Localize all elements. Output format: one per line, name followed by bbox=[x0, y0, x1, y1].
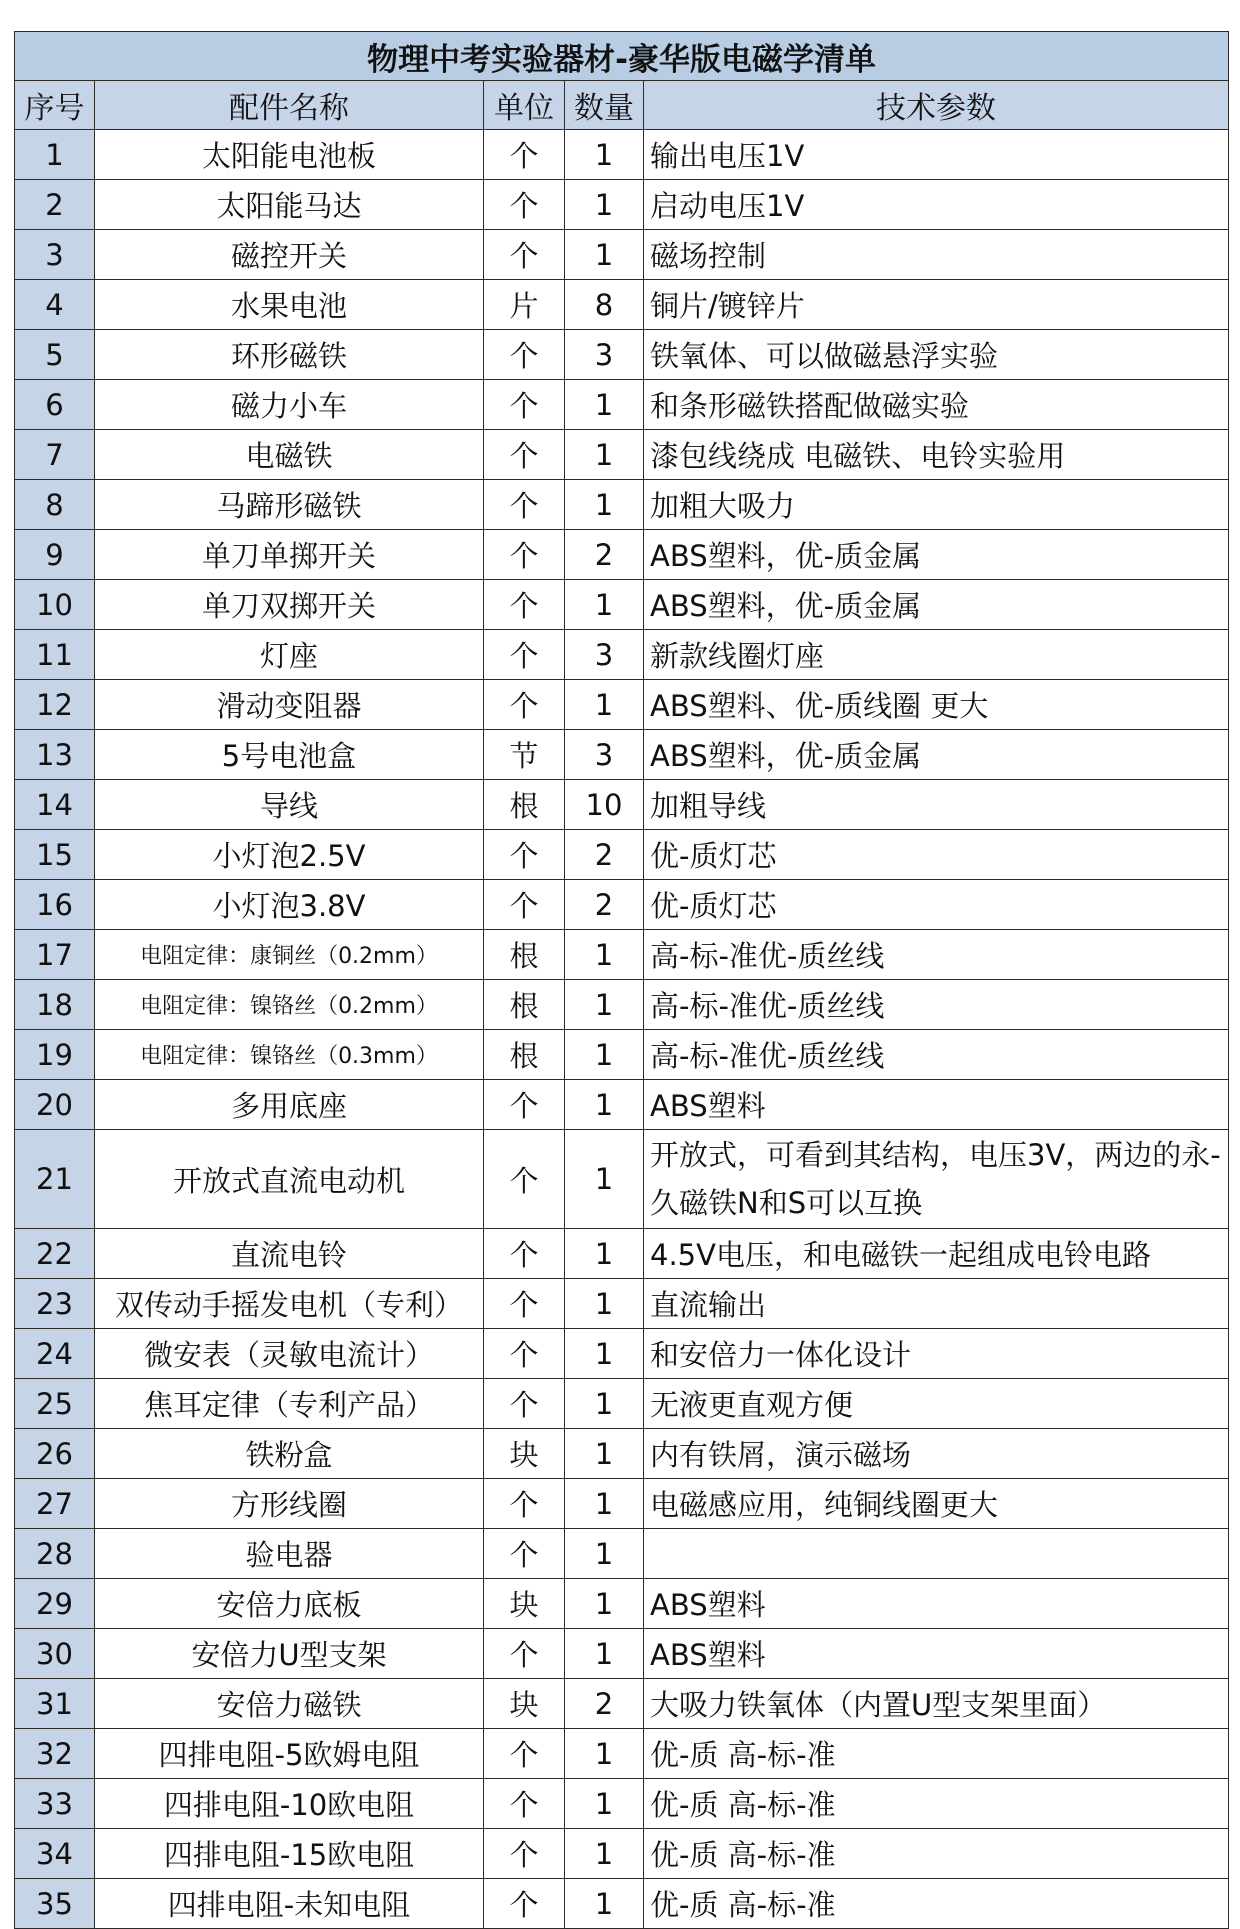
table-row bbox=[15, 1879, 1229, 1929]
item-quantity: 2 bbox=[565, 830, 644, 880]
table-row bbox=[15, 580, 1229, 630]
item-spec: 铁氧体、可以做磁悬浮实验 bbox=[644, 330, 1229, 380]
item-spec: 优-质 高-标-准 bbox=[644, 1879, 1229, 1929]
table-row bbox=[15, 1529, 1229, 1579]
table-row bbox=[15, 130, 1229, 180]
row-number: 2 bbox=[15, 180, 95, 230]
row-number: 31 bbox=[15, 1679, 95, 1729]
item-unit: 个 bbox=[484, 1879, 565, 1929]
row-number: 19 bbox=[15, 1030, 95, 1080]
table-row bbox=[15, 780, 1229, 830]
item-unit: 个 bbox=[484, 430, 565, 480]
item-spec: 优-质灯芯 bbox=[644, 830, 1229, 880]
item-spec bbox=[644, 1529, 1229, 1579]
row-number: 14 bbox=[15, 780, 95, 830]
row-number: 21 bbox=[15, 1130, 95, 1229]
item-quantity: 1 bbox=[565, 1579, 644, 1629]
row-number: 32 bbox=[15, 1729, 95, 1779]
item-name: 灯座 bbox=[95, 630, 484, 680]
item-quantity: 1 bbox=[565, 1130, 644, 1229]
row-number: 34 bbox=[15, 1829, 95, 1879]
item-spec: 和条形磁铁搭配做磁实验 bbox=[644, 380, 1229, 430]
item-quantity: 10 bbox=[565, 780, 644, 830]
item-spec: 无液更直观方便 bbox=[644, 1379, 1229, 1429]
row-number: 15 bbox=[15, 830, 95, 880]
item-unit: 个 bbox=[484, 1229, 565, 1279]
item-name: 单刀单掷开关 bbox=[95, 530, 484, 580]
table-row bbox=[15, 480, 1229, 530]
item-unit: 个 bbox=[484, 1479, 565, 1529]
item-name: 四排电阻-未知电阻 bbox=[95, 1879, 484, 1929]
item-name: 四排电阻-15欧电阻 bbox=[95, 1829, 484, 1879]
item-quantity: 1 bbox=[565, 130, 644, 180]
item-quantity: 1 bbox=[565, 930, 644, 980]
item-unit: 个 bbox=[484, 1329, 565, 1379]
item-quantity: 3 bbox=[565, 330, 644, 380]
item-unit: 个 bbox=[484, 1379, 565, 1429]
item-spec: 开放式，可看到其结构，电压3V，两边的永-久磁铁N和S可以互换 bbox=[644, 1130, 1229, 1229]
item-quantity: 1 bbox=[565, 1829, 644, 1879]
item-name: 铁粉盒 bbox=[95, 1429, 484, 1479]
item-spec: 输出电压1V bbox=[644, 130, 1229, 180]
row-number: 8 bbox=[15, 480, 95, 530]
item-spec: 新款线圈灯座 bbox=[644, 630, 1229, 680]
item-name: 磁力小车 bbox=[95, 380, 484, 430]
item-quantity: 2 bbox=[565, 1679, 644, 1729]
item-unit: 根 bbox=[484, 930, 565, 980]
item-unit: 个 bbox=[484, 380, 565, 430]
item-spec: ABS塑料 bbox=[644, 1629, 1229, 1679]
item-unit: 个 bbox=[484, 1130, 565, 1229]
row-number: 24 bbox=[15, 1329, 95, 1379]
row-number: 30 bbox=[15, 1629, 95, 1679]
item-quantity: 1 bbox=[565, 1279, 644, 1329]
item-name: 方形线圈 bbox=[95, 1479, 484, 1529]
row-number: 33 bbox=[15, 1779, 95, 1829]
item-spec: 加粗大吸力 bbox=[644, 480, 1229, 530]
item-unit: 个 bbox=[484, 480, 565, 530]
item-name: 安倍力底板 bbox=[95, 1579, 484, 1629]
item-name: 开放式直流电动机 bbox=[95, 1130, 484, 1229]
item-quantity: 1 bbox=[565, 180, 644, 230]
item-quantity: 2 bbox=[565, 880, 644, 930]
item-spec: 优-质灯芯 bbox=[644, 880, 1229, 930]
row-number: 6 bbox=[15, 380, 95, 430]
header-qty: 数量 bbox=[565, 81, 644, 130]
header-row bbox=[15, 81, 1229, 130]
item-spec: 加粗导线 bbox=[644, 780, 1229, 830]
item-quantity: 8 bbox=[565, 280, 644, 330]
table-row bbox=[15, 1329, 1229, 1379]
row-number: 7 bbox=[15, 430, 95, 480]
item-name: 环形磁铁 bbox=[95, 330, 484, 380]
item-unit: 根 bbox=[484, 980, 565, 1030]
item-name: 小灯泡3.8V bbox=[95, 880, 484, 930]
table-row bbox=[15, 1629, 1229, 1679]
item-spec: 内有铁屑，演示磁场 bbox=[644, 1429, 1229, 1479]
item-unit: 个 bbox=[484, 880, 565, 930]
row-number: 16 bbox=[15, 880, 95, 930]
item-spec: 直流输出 bbox=[644, 1279, 1229, 1329]
row-number: 27 bbox=[15, 1479, 95, 1529]
row-number: 13 bbox=[15, 730, 95, 780]
table-row bbox=[15, 280, 1229, 330]
item-name: 5号电池盒 bbox=[95, 730, 484, 780]
item-quantity: 1 bbox=[565, 1080, 644, 1130]
item-quantity: 1 bbox=[565, 1479, 644, 1529]
item-name: 小灯泡2.5V bbox=[95, 830, 484, 880]
header-name: 配件名称 bbox=[95, 81, 484, 130]
table-row bbox=[15, 230, 1229, 280]
item-unit: 个 bbox=[484, 1529, 565, 1579]
item-name: 电阻定律：镍铬丝（0.3mm） bbox=[95, 1030, 484, 1080]
item-spec: ABS塑料 bbox=[644, 1080, 1229, 1130]
table-row bbox=[15, 1679, 1229, 1729]
row-number: 4 bbox=[15, 280, 95, 330]
table-row bbox=[15, 630, 1229, 680]
table-row bbox=[15, 1130, 1229, 1229]
row-number: 17 bbox=[15, 930, 95, 980]
item-quantity: 2 bbox=[565, 530, 644, 580]
item-spec: ABS塑料，优-质金属 bbox=[644, 730, 1229, 780]
item-unit: 个 bbox=[484, 530, 565, 580]
item-name: 四排电阻-5欧姆电阻 bbox=[95, 1729, 484, 1779]
item-name: 电阻定律：镍铬丝（0.2mm） bbox=[95, 980, 484, 1030]
item-unit: 个 bbox=[484, 630, 565, 680]
item-spec: 磁场控制 bbox=[644, 230, 1229, 280]
table-row bbox=[15, 1779, 1229, 1829]
row-number: 1 bbox=[15, 130, 95, 180]
item-unit: 个 bbox=[484, 580, 565, 630]
item-name: 四排电阻-10欧电阻 bbox=[95, 1779, 484, 1829]
item-spec: 高-标-准优-质丝线 bbox=[644, 1030, 1229, 1080]
row-number: 23 bbox=[15, 1279, 95, 1329]
item-spec: ABS塑料、优-质线圈 更大 bbox=[644, 680, 1229, 730]
item-quantity: 1 bbox=[565, 1529, 644, 1579]
item-spec: 优-质 高-标-准 bbox=[644, 1729, 1229, 1779]
table-row bbox=[15, 1729, 1229, 1779]
row-number: 28 bbox=[15, 1529, 95, 1579]
table-row bbox=[15, 430, 1229, 480]
item-unit: 节 bbox=[484, 730, 565, 780]
row-number: 29 bbox=[15, 1579, 95, 1629]
table-row bbox=[15, 1829, 1229, 1879]
item-unit: 根 bbox=[484, 1030, 565, 1080]
row-number: 3 bbox=[15, 230, 95, 280]
equipment-list-sheet bbox=[14, 31, 1228, 1929]
row-number: 20 bbox=[15, 1080, 95, 1130]
table-row bbox=[15, 680, 1229, 730]
item-quantity: 1 bbox=[565, 1030, 644, 1080]
item-name: 直流电铃 bbox=[95, 1229, 484, 1279]
item-unit: 个 bbox=[484, 1629, 565, 1679]
item-unit: 块 bbox=[484, 1429, 565, 1479]
item-quantity: 1 bbox=[565, 1779, 644, 1829]
item-name: 焦耳定律（专利产品） bbox=[95, 1379, 484, 1429]
table-row bbox=[15, 530, 1229, 580]
item-spec: 高-标-准优-质丝线 bbox=[644, 980, 1229, 1030]
item-unit: 个 bbox=[484, 1779, 565, 1829]
item-quantity: 3 bbox=[565, 730, 644, 780]
item-name: 双传动手摇发电机（专利） bbox=[95, 1279, 484, 1329]
table-row bbox=[15, 930, 1229, 980]
item-quantity: 1 bbox=[565, 1229, 644, 1279]
item-name: 微安表（灵敏电流计） bbox=[95, 1329, 484, 1379]
row-number: 22 bbox=[15, 1229, 95, 1279]
table-row bbox=[15, 1229, 1229, 1279]
item-unit: 个 bbox=[484, 130, 565, 180]
row-number: 18 bbox=[15, 980, 95, 1030]
item-name: 导线 bbox=[95, 780, 484, 830]
row-number: 12 bbox=[15, 680, 95, 730]
row-number: 11 bbox=[15, 630, 95, 680]
item-spec: 启动电压1V bbox=[644, 180, 1229, 230]
item-name: 安倍力U型支架 bbox=[95, 1629, 484, 1679]
item-spec: 大吸力铁氧体（内置U型支架里面） bbox=[644, 1679, 1229, 1729]
item-spec: ABS塑料，优-质金属 bbox=[644, 580, 1229, 630]
row-number: 35 bbox=[15, 1879, 95, 1929]
item-spec: ABS塑料，优-质金属 bbox=[644, 530, 1229, 580]
table-row bbox=[15, 1030, 1229, 1080]
item-name: 安倍力磁铁 bbox=[95, 1679, 484, 1729]
header-spec: 技术参数 bbox=[644, 81, 1229, 130]
item-unit: 个 bbox=[484, 1729, 565, 1779]
item-quantity: 1 bbox=[565, 1429, 644, 1479]
item-spec: 4.5V电压，和电磁铁一起组成电铃电路 bbox=[644, 1229, 1229, 1279]
item-name: 单刀双掷开关 bbox=[95, 580, 484, 630]
row-number: 26 bbox=[15, 1429, 95, 1479]
item-spec: 高-标-准优-质丝线 bbox=[644, 930, 1229, 980]
table-row bbox=[15, 180, 1229, 230]
item-name: 太阳能马达 bbox=[95, 180, 484, 230]
item-unit: 片 bbox=[484, 280, 565, 330]
item-quantity: 1 bbox=[565, 380, 644, 430]
table-row bbox=[15, 1429, 1229, 1479]
item-quantity: 1 bbox=[565, 480, 644, 530]
item-unit: 个 bbox=[484, 1829, 565, 1879]
item-unit: 个 bbox=[484, 680, 565, 730]
item-name: 滑动变阻器 bbox=[95, 680, 484, 730]
table-title: 物理中考实验器材-豪华版电磁学清单 bbox=[15, 32, 1229, 81]
item-quantity: 1 bbox=[565, 1729, 644, 1779]
item-name: 电磁铁 bbox=[95, 430, 484, 480]
item-name: 验电器 bbox=[95, 1529, 484, 1579]
table-row bbox=[15, 1379, 1229, 1429]
item-quantity: 1 bbox=[565, 580, 644, 630]
row-number: 5 bbox=[15, 330, 95, 380]
item-quantity: 1 bbox=[565, 1379, 644, 1429]
table-row bbox=[15, 380, 1229, 430]
item-quantity: 3 bbox=[565, 630, 644, 680]
title-row bbox=[15, 32, 1229, 81]
item-name: 马蹄形磁铁 bbox=[95, 480, 484, 530]
item-quantity: 1 bbox=[565, 680, 644, 730]
item-unit: 根 bbox=[484, 780, 565, 830]
item-unit: 个 bbox=[484, 330, 565, 380]
item-spec: 铜片/镀锌片 bbox=[644, 280, 1229, 330]
table-row bbox=[15, 830, 1229, 880]
row-number: 25 bbox=[15, 1379, 95, 1429]
item-quantity: 1 bbox=[565, 430, 644, 480]
table-row bbox=[15, 1080, 1229, 1130]
item-spec: 和安倍力一体化设计 bbox=[644, 1329, 1229, 1379]
item-unit: 块 bbox=[484, 1679, 565, 1729]
row-number: 9 bbox=[15, 530, 95, 580]
item-unit: 个 bbox=[484, 1080, 565, 1130]
item-spec: 电磁感应用，纯铜线圈更大 bbox=[644, 1479, 1229, 1529]
table-row bbox=[15, 330, 1229, 380]
item-quantity: 1 bbox=[565, 1329, 644, 1379]
table-row bbox=[15, 730, 1229, 780]
item-quantity: 1 bbox=[565, 1879, 644, 1929]
item-spec: 优-质 高-标-准 bbox=[644, 1829, 1229, 1879]
table-row bbox=[15, 980, 1229, 1030]
item-name: 磁控开关 bbox=[95, 230, 484, 280]
item-quantity: 1 bbox=[565, 230, 644, 280]
table-row bbox=[15, 1279, 1229, 1329]
item-name: 多用底座 bbox=[95, 1080, 484, 1130]
equipment-table bbox=[14, 31, 1229, 1929]
item-unit: 块 bbox=[484, 1579, 565, 1629]
item-unit: 个 bbox=[484, 830, 565, 880]
table-body bbox=[15, 130, 1229, 1929]
item-name: 水果电池 bbox=[95, 280, 484, 330]
item-unit: 个 bbox=[484, 230, 565, 280]
item-unit: 个 bbox=[484, 1279, 565, 1329]
item-spec: 漆包线绕成 电磁铁、电铃实验用 bbox=[644, 430, 1229, 480]
item-spec: 优-质 高-标-准 bbox=[644, 1779, 1229, 1829]
table-row bbox=[15, 1579, 1229, 1629]
table-row bbox=[15, 880, 1229, 930]
item-name: 电阻定律：康铜丝（0.2mm） bbox=[95, 930, 484, 980]
item-quantity: 1 bbox=[565, 980, 644, 1030]
header-no: 序号 bbox=[15, 81, 95, 130]
item-quantity: 1 bbox=[565, 1629, 644, 1679]
table-row bbox=[15, 1479, 1229, 1529]
item-spec: ABS塑料 bbox=[644, 1579, 1229, 1629]
item-unit: 个 bbox=[484, 180, 565, 230]
header-unit: 单位 bbox=[484, 81, 565, 130]
row-number: 10 bbox=[15, 580, 95, 630]
item-name: 太阳能电池板 bbox=[95, 130, 484, 180]
